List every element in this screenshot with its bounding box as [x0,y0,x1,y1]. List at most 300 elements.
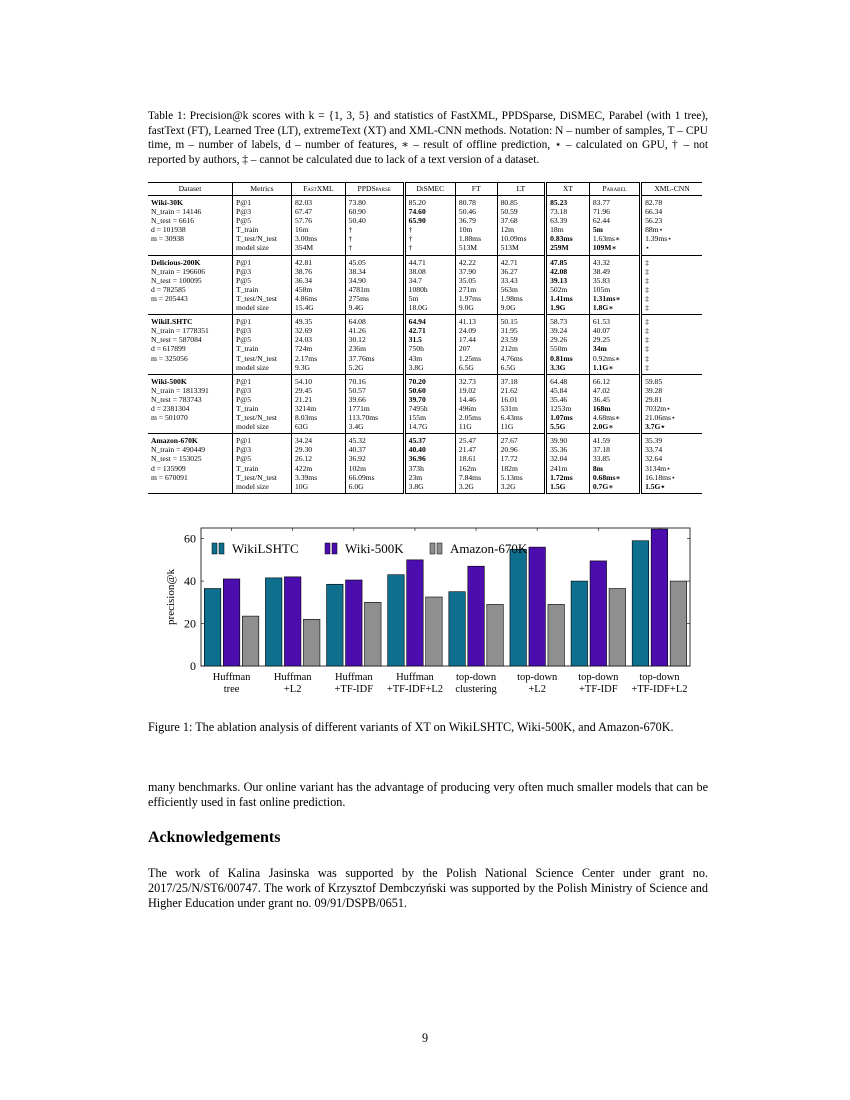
value-cell: 45.05 [345,255,404,267]
y-tick-label: 40 [184,574,196,589]
bar-wiki-500k [346,580,363,666]
value-cell: 82.78 [641,196,702,208]
metric-name: T_train [233,464,292,473]
y-tick-label: 0 [190,659,196,673]
value-cell: † [404,234,455,243]
value-cell: 29.26 [546,335,590,344]
column-header: Metrics [233,183,292,196]
value-cell: 49.35 [292,315,346,327]
metric-name: T_train [233,404,292,413]
metric-name: model size [233,422,292,434]
bar-wiki-500k [590,561,607,666]
bar-wikilshtc [449,592,466,666]
value-cell: 16m [292,225,346,234]
table-row [148,255,702,267]
value-cell: 36.79 [455,216,497,225]
value-cell: 724m [292,344,346,353]
dataset-name: Delicious-200K [151,257,201,267]
body-paragraph: many benchmarks. Our online variant has the advantage of producing very often much smaller models that can be efficiently used in fast online prediction. [148,780,708,810]
column-header: Parabel [589,183,640,196]
value-cell: 37.18 [589,445,640,454]
value-cell: 44.71 [404,255,455,267]
table-row [148,395,702,404]
value-cell: 109M∗ [589,243,640,255]
bar-amazon-670k [242,616,259,666]
value-cell: 7032m⋆ [641,404,702,413]
metric-name: model size [233,363,292,375]
value-cell: ‡ [641,354,702,363]
y-axis-label: precision@k [165,569,177,625]
value-cell: 34.24 [292,434,346,446]
value-cell: 5m [589,225,640,234]
value-cell: † [345,225,404,234]
value-cell: 39.24 [546,326,590,335]
legend-swatch [219,543,224,554]
value-cell: 67.47 [292,207,346,216]
value-cell: 29.45 [292,386,346,395]
value-cell: ‡ [641,294,702,303]
value-cell: 64.08 [345,315,404,327]
table-row [148,482,702,494]
metric-name: T_train [233,225,292,234]
value-cell: 162m [455,464,497,473]
value-cell: 33.43 [497,276,546,285]
dataset-stat: m = 30938 [151,234,184,244]
table-row [148,315,702,327]
metric-name: P@1 [233,434,292,446]
dataset-stat: N_train = 196606 [151,266,206,276]
value-cell: 62.44 [589,216,640,225]
figure-caption [148,720,708,735]
value-cell: 12m [497,225,546,234]
empty-cell [148,363,233,375]
value-cell: 57.76 [292,216,346,225]
value-cell: 40.07 [589,326,640,335]
value-cell: ‡ [641,285,702,294]
value-cell: 25.47 [455,434,497,446]
value-cell: 35.36 [546,445,590,454]
value-cell: 34.7 [404,276,455,285]
metric-name: model size [233,243,292,255]
value-cell: 32.69 [292,326,346,335]
value-cell: 3.4G [345,422,404,434]
value-cell: 35.05 [455,276,497,285]
dataset-stat: d = 135909 [151,463,186,473]
metric-name: T_test/N_test [233,354,292,363]
bar-amazon-670k [609,589,626,666]
value-cell: † [345,234,404,243]
value-cell: 3.8G [404,363,455,375]
value-cell: 74.60 [404,207,455,216]
bar-amazon-670k [487,604,504,666]
value-cell: 32.73 [455,374,497,386]
value-cell: 550m [546,344,590,353]
value-cell: 73.18 [546,207,590,216]
x-tick-label: tree [223,684,240,695]
value-cell: 35.46 [546,395,590,404]
dataset-group [148,196,702,256]
value-cell: 4.76ms [497,354,546,363]
column-header: FT [455,183,497,196]
table-row [148,285,702,294]
dataset-stat: m = 325056 [151,353,188,363]
table-row [148,374,702,386]
value-cell: 21.47 [455,445,497,454]
column-header: Dataset [148,183,233,196]
metric-name: P@5 [233,335,292,344]
table-caption [148,109,708,167]
value-cell: 750h [404,344,455,353]
value-cell: 3.3G [546,363,590,375]
metric-name: T_test/N_test [233,413,292,422]
value-cell: 4781m [345,285,404,294]
value-cell: 2.0G∗ [589,422,640,434]
dataset-stat: N_test = 587084 [151,335,202,345]
table-row [148,363,702,375]
dataset-stat: N_test = 783743 [151,394,202,404]
value-cell: 1.88ms [455,234,497,243]
bar-wikilshtc [327,584,344,666]
value-cell: 80.78 [455,196,497,208]
value-cell: 65.90 [404,216,455,225]
value-cell: 23.59 [497,335,546,344]
x-tick-label: +L2 [528,684,546,695]
metric-name: P@5 [233,276,292,285]
x-tick-label: top-down [455,672,497,683]
empty-cell [148,422,233,434]
dataset-name: Wiki-30K [151,198,183,207]
value-cell: 14.7G [404,422,455,434]
dataset-group [148,434,702,494]
dataset-stat: d = 617899 [151,344,186,354]
value-cell: 29.81 [641,395,702,404]
metric-name: P@3 [233,207,292,216]
value-cell: 0.68ms∗ [589,473,640,482]
value-cell: 54.10 [292,374,346,386]
value-cell: 3214m [292,404,346,413]
value-cell: 5m [404,294,455,303]
value-cell: ‡ [641,315,702,327]
value-cell: 275ms [345,294,404,303]
value-cell: 29.25 [589,335,640,344]
value-cell: 271m [455,285,497,294]
x-tick-label: +TF-IDF+L2 [386,684,444,695]
value-cell: 42.71 [404,326,455,335]
value-cell: 17.72 [497,454,546,463]
table-row [148,464,702,473]
value-cell: 3.8G [404,482,455,494]
value-cell: 5.2G [345,363,404,375]
table-row [148,422,702,434]
value-cell: 38.34 [345,267,404,276]
value-cell: 64.48 [546,374,590,386]
value-cell: 36.34 [292,276,346,285]
value-cell: 496m [455,404,497,413]
column-header: XT [546,183,590,196]
dataset-group [148,255,702,315]
value-cell: 42.22 [455,255,497,267]
value-cell: 50.60 [404,386,455,395]
value-cell: 27.67 [497,434,546,446]
table-row [148,434,702,446]
value-cell: 66.12 [589,374,640,386]
value-cell: 82.03 [292,196,346,208]
value-cell: 7495h [404,404,455,413]
value-cell: 47.85 [546,255,590,267]
value-cell: 3.2G [455,482,497,494]
value-cell: 18.0G [404,303,455,315]
table-row [148,225,702,234]
x-tick-label: +TF-IDF [579,684,618,695]
value-cell: 11G [455,422,497,434]
table-row [148,386,702,395]
value-cell: 31.5 [404,335,455,344]
value-cell: † [345,243,404,255]
x-tick-label: Huffman [334,672,373,683]
value-cell: 50.15 [497,315,546,327]
value-cell: 513M [497,243,546,255]
metric-name: T_train [233,344,292,353]
value-cell: 2.17ms [292,354,346,363]
dataset-stat: m = 205443 [151,293,188,303]
value-cell: 32.64 [641,454,702,463]
value-cell: 73.80 [345,196,404,208]
value-cell: 35.83 [589,276,640,285]
value-cell: 7.84ms [455,473,497,482]
metric-name: P@1 [233,196,292,208]
legend-swatch [430,543,435,554]
value-cell: 88m⋆ [641,225,702,234]
value-cell: 1771m [345,404,404,413]
metric-name: P@3 [233,326,292,335]
table-row [148,216,702,225]
value-cell: 39.28 [641,386,702,395]
table-row [148,276,702,285]
value-cell: 38.49 [589,267,640,276]
table-row [148,207,702,216]
value-cell: 3.39ms [292,473,346,482]
value-cell: 39.66 [345,395,404,404]
value-cell: 1.31ms∗ [589,294,640,303]
value-cell: 0.92ms∗ [589,354,640,363]
value-cell: 6.5G [497,363,546,375]
value-cell: 1.1G∗ [589,363,640,375]
value-cell: 85.23 [546,196,590,208]
bar-wiki-500k [529,547,546,666]
table-row [148,294,702,303]
metric-name: P@5 [233,395,292,404]
bar-wikilshtc [510,549,527,666]
value-cell: 63G [292,422,346,434]
empty-cell [148,303,233,315]
bar-amazon-670k [670,581,687,666]
value-cell: 0.7G∗ [589,482,640,494]
value-cell: 1.5G [546,482,590,494]
legend-label: Wiki-500K [345,541,404,556]
value-cell: 36.45 [589,395,640,404]
results-table [148,182,702,494]
value-cell: 9.4G [345,303,404,315]
value-cell: 37.68 [497,216,546,225]
bar-wiki-500k [223,579,240,666]
value-cell: ‡ [641,255,702,267]
value-cell: 10G [292,482,346,494]
metric-name: P@3 [233,386,292,395]
value-cell: ‡ [641,344,702,353]
value-cell: 16.18ms⋆ [641,473,702,482]
dataset-stat: N_train = 1778351 [151,326,209,336]
x-tick-label: top-down [517,672,558,683]
value-cell: 3134m⋆ [641,464,702,473]
value-cell: 32.04 [546,454,590,463]
table-row [148,404,702,413]
value-cell: 59.85 [641,374,702,386]
metric-name: T_train [233,285,292,294]
value-cell: 60.90 [345,207,404,216]
dataset-stat: d = 2381304 [151,403,190,413]
value-cell: 20.96 [497,445,546,454]
table-row [148,234,702,243]
acknowledgements-heading: Acknowledgements [148,829,281,846]
value-cell: 182m [497,464,546,473]
bar-wiki-500k [284,577,301,666]
value-cell: 15.4G [292,303,346,315]
legend-label: Amazon-670K [450,541,528,556]
value-cell: 14.46 [455,395,497,404]
value-cell: 155m [404,413,455,422]
value-cell: 64.94 [404,315,455,327]
value-cell: ‡ [641,326,702,335]
value-cell: † [404,243,455,255]
value-cell: 50.59 [497,207,546,216]
value-cell: 37.90 [455,267,497,276]
metric-name: P@5 [233,454,292,463]
legend-swatch [332,543,337,554]
value-cell: 34.90 [345,276,404,285]
table-row [148,243,702,255]
table-caption-text: Precision@k scores with k = {1, 3, 5} and statistics of FastXML, PPDSparse, DiSMEC, Parabel (with 1 tree), fastText (FT), Learned Tree (LT), extremeText (XT) and XML-CNN methods. Notation: N – number of samples, T – CPU time, m – number of labels, d – number of features, ∗ – result of offline prediction, ⋆ – calculated on GPU, † – not reported by authors, ‡ – cannot be calculated due to lack of a text version of a dataset. [148,110,708,166]
table-row [148,445,702,454]
value-cell: 58.73 [546,315,590,327]
value-cell: 39.13 [546,276,590,285]
dataset-stat: N_test = 100095 [151,275,202,285]
bar-wiki-500k [468,566,485,666]
value-cell: 10.09ms [497,234,546,243]
value-cell: 113.70ms [345,413,404,422]
value-cell: 50.57 [345,386,404,395]
legend-label: WikiLSHTC [232,541,299,556]
value-cell: 6.0G [345,482,404,494]
dataset-stat: N_train = 14146 [151,207,202,217]
x-tick-label: top-down [639,672,680,683]
value-cell: 531m [497,404,546,413]
value-cell: 42.08 [546,267,590,276]
value-cell: 43.32 [589,255,640,267]
value-cell: 9.0G [497,303,546,315]
value-cell: 71.96 [589,207,640,216]
value-cell: 354M [292,243,346,255]
value-cell: 513M [455,243,497,255]
value-cell: 56.23 [641,216,702,225]
empty-cell [148,482,233,494]
value-cell: 61.53 [589,315,640,327]
value-cell: 63.39 [546,216,590,225]
value-cell: 4.86ms [292,294,346,303]
value-cell: 29.30 [292,445,346,454]
dataset-stat: d = 101938 [151,225,186,235]
value-cell: 41.59 [589,434,640,446]
x-tick-label: +TF-IDF+L2 [631,684,688,695]
value-cell: 212m [497,344,546,353]
bar-wikilshtc [571,581,588,666]
value-cell: 1.8G∗ [589,303,640,315]
column-header: PPDSparse [345,183,404,196]
value-cell: 8m [589,464,640,473]
value-cell: 31.95 [497,326,546,335]
legend-swatch [437,543,442,554]
value-cell: 3.7G⋆ [641,422,702,434]
column-header: DiSMEC [404,183,455,196]
dataset-stat: N_train = 1813391 [151,385,209,395]
value-cell: 502m [546,285,590,294]
value-cell: 21.06ms⋆ [641,413,702,422]
value-cell: 35.39 [641,434,702,446]
x-tick-label: Huffman [273,672,312,683]
value-cell: 9.0G [455,303,497,315]
dataset-group [148,315,702,375]
acknowledgements-text: The work of Kalina Jasinska was supported by the Polish National Science Center under grant no. 2017/25/N/ST6/00747. The work of Krzysztof Dembczyński was supported by the Polish Ministry of Science and Higher Education under grant no. 09/91/DSPB/0651. [148,866,708,911]
table-caption-label: Table 1: [148,110,186,122]
value-cell: 373h [404,464,455,473]
value-cell: 41.26 [345,326,404,335]
table-row [148,335,702,344]
metric-name: P@1 [233,374,292,386]
page-number: 9 [421,1031,429,1045]
ablation-chart [160,526,700,701]
value-cell: 37.18 [497,374,546,386]
value-cell: 21.21 [292,395,346,404]
value-cell: 37.76ms [345,354,404,363]
value-cell: 30.12 [345,335,404,344]
value-cell: 33.74 [641,445,702,454]
value-cell: 66.09ms [345,473,404,482]
value-cell: 50.40 [345,216,404,225]
value-cell: 85.20 [404,196,455,208]
bar-wiki-500k [407,560,424,666]
value-cell: 1080h [404,285,455,294]
value-cell: 39.90 [546,434,590,446]
x-tick-label: Huffman [396,672,434,683]
value-cell: 1.98ms [497,294,546,303]
value-cell: 23m [404,473,455,482]
value-cell: 1.07ms [546,413,590,422]
x-tick-label: +TF-IDF [334,684,374,695]
value-cell: 21.62 [497,386,546,395]
value-cell: 19.02 [455,386,497,395]
bar-amazon-670k [365,602,382,666]
table-row [148,196,702,208]
value-cell: 42.81 [292,255,346,267]
value-cell: 6.5G [455,363,497,375]
value-cell: 41.13 [455,315,497,327]
value-cell: ‡ [641,303,702,315]
bar-wikilshtc [632,541,649,666]
bar-amazon-670k [548,604,565,666]
value-cell: 34m [589,344,640,353]
value-cell: 0.81ms [546,354,590,363]
value-cell: 40.37 [345,445,404,454]
dataset-stat: N_train = 490449 [151,445,206,455]
